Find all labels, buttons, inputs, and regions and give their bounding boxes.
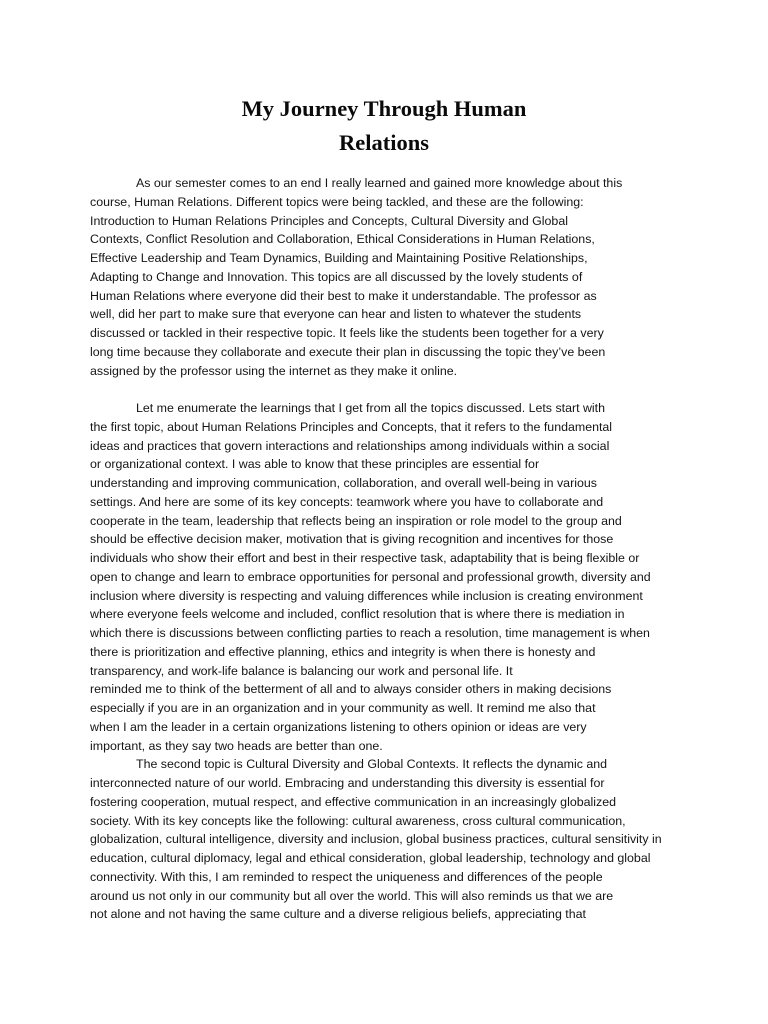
text-line: Adapting to Change and Innovation. This topics are all discussed by the lovely students of bbox=[90, 269, 583, 284]
title-line-2: Relations bbox=[339, 130, 429, 155]
text-line: ideas and practices that govern interactions and relationships among individuals within a social bbox=[90, 438, 610, 453]
text-line: assigned by the professor using the internet as they make it online. bbox=[90, 363, 458, 378]
text-line: education, cultural diplomacy, legal and ethical consideration, global leadership, technology and global bbox=[90, 851, 651, 865]
text-line: inclusion where diversity is respecting and valuing differences while inclusion is creating environment bbox=[90, 588, 643, 603]
text-line: well, did her part to make sure that everyone can hear and listen to whatever the students bbox=[90, 307, 582, 322]
text-line: The second topic is Cultural Diversity and Global Contexts. It reflects the dynamic and bbox=[136, 757, 608, 772]
text-line: the first topic, about Human Relations Principles and Concepts, that it refers to the fundamental bbox=[90, 419, 613, 434]
text-line: course, Human Relations. Different topics were being tackled, and these are the following: bbox=[90, 194, 584, 209]
paragraph-1 bbox=[90, 174, 710, 380]
text-line: society. With its key concepts like the following: cultural awareness, cross cultural communication, bbox=[90, 813, 626, 828]
text-line: globalization, cultural intelligence, diversity and inclusion, global business practices, cultural sensitivity in bbox=[90, 832, 662, 847]
text-line: fostering cooperation, mutual respect, and effective communication in an increasingly globalized bbox=[90, 794, 616, 809]
text-line: important, as they say two heads are better than one. bbox=[90, 738, 383, 753]
text-line: transparency, and work-life balance is balancing our work and personal life. It bbox=[90, 663, 513, 678]
paragraph-gap bbox=[90, 380, 710, 399]
text-line: interconnected nature of our world. Embracing and understanding this diversity is essential for bbox=[90, 776, 605, 790]
text-line: discussed or tackled in their respective topic. It feels like the students been together for a very bbox=[90, 326, 604, 340]
text-line: especially if you are in an organization and in your community as well. It remind me also that bbox=[90, 701, 596, 715]
text-line: Introduction to Human Relations Principles and Concepts, Cultural Diversity and Global bbox=[90, 213, 568, 228]
paragraph-3 bbox=[90, 755, 710, 924]
text-line: reminded me to think of the betterment of all and to always consider others in making decisions bbox=[90, 682, 612, 697]
title-line-1: My Journey Through Human bbox=[241, 96, 527, 121]
text-line: or organizational context. I was able to know that these principles are essential for bbox=[90, 457, 540, 472]
text-line: should be effective decision maker, motivation that is giving recognition and incentives for those bbox=[90, 532, 614, 547]
text-line: which there is discussions between conflicting parties to reach a resolution, time management is when bbox=[90, 626, 650, 640]
text-line: when I am the leader in a certain organizations listening to others opinion or ideas are very bbox=[90, 719, 587, 734]
text-line: As our semester comes to an end I really learned and gained more knowledge about this bbox=[136, 176, 623, 190]
document-title bbox=[0, 92, 768, 160]
document-body bbox=[90, 174, 710, 924]
text-line: connectivity. With this, I am reminded to respect the uniqueness and differences of the people bbox=[90, 869, 603, 884]
paragraph-2 bbox=[90, 399, 710, 755]
text-line: where everyone feels welcome and included, conflict resolution that is where there is mediation in bbox=[90, 607, 625, 622]
text-line: Let me enumerate the learnings that I get from all the topics discussed. Lets start with bbox=[136, 401, 606, 415]
text-line: around us not only in our community but all over the world. This will also reminds us that we are bbox=[90, 888, 614, 903]
text-line: Effective Leadership and Team Dynamics, Building and Maintaining Positive Relationships, bbox=[90, 251, 588, 265]
text-line: understanding and improving communication, collaboration, and overall well-being in various bbox=[90, 476, 597, 490]
text-line: cooperate in the team, leadership that reflects being an inspiration or role model to the group and bbox=[90, 513, 622, 528]
text-line: not alone and not having the same culture and a diverse religious beliefs, appreciating that bbox=[90, 907, 586, 922]
text-line: Human Relations where everyone did their best to make it understandable. The professor as bbox=[90, 288, 597, 303]
text-line: long time because they collaborate and execute their plan in discussing the topic they’ve been bbox=[90, 344, 606, 359]
text-line: open to change and learn to embrace opportunities for personal and professional growth, diversity and bbox=[90, 569, 651, 584]
text-line: individuals who show their effort and best in their respective task, adaptability that is being flexible or bbox=[90, 551, 640, 565]
text-line: there is prioritization and effective planning, ethics and integrity is when there is honesty and bbox=[90, 644, 596, 659]
text-line: Contexts, Conflict Resolution and Collaboration, Ethical Considerations in Human Relations, bbox=[90, 232, 595, 247]
text-line: settings. And here are some of its key concepts: teamwork where you have to collaborate and bbox=[90, 494, 604, 509]
